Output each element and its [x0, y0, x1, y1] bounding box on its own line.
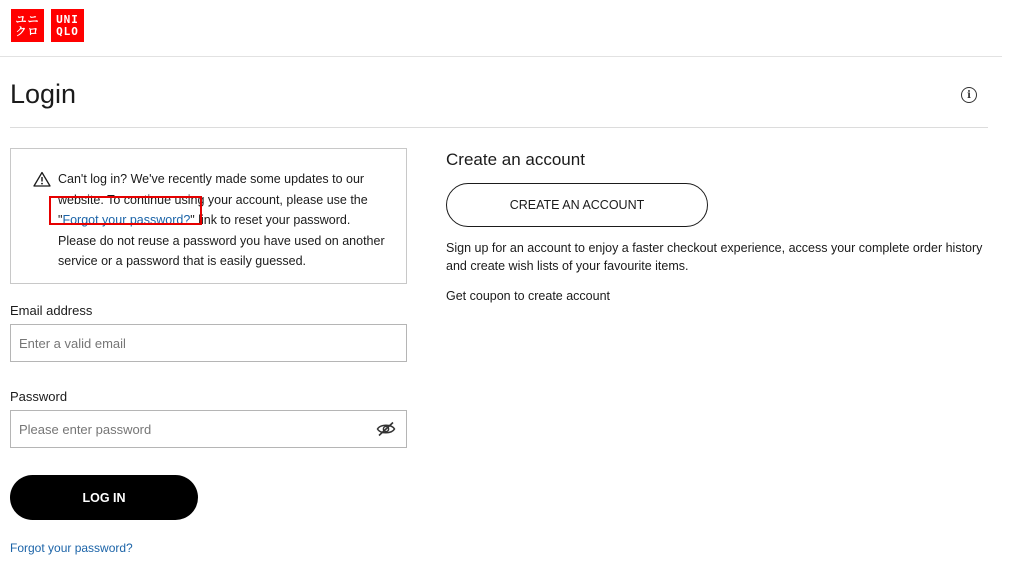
uniqlo-logo[interactable] [11, 9, 84, 42]
forgot-password-link[interactable]: Forgot your password? [10, 541, 133, 555]
site-header [0, 0, 1002, 57]
notice-paragraph-2: Please do not reuse a password you have used on another service or a password that is easily guessed. [58, 233, 385, 268]
logo-katakana-line1: ユニ [15, 12, 40, 26]
warning-triangle-icon [33, 171, 51, 187]
logo-latin-block [51, 9, 84, 42]
eye-slash-icon[interactable] [376, 421, 396, 437]
create-account-heading: Create an account [446, 150, 585, 169]
logo-latin-line1: UNI [56, 12, 79, 26]
password-field-wrapper [10, 410, 407, 448]
email-field-wrapper [10, 324, 407, 362]
password-label: Password [10, 389, 68, 404]
notice-forgot-password-link[interactable]: Forgot your password? [62, 213, 191, 227]
email-field[interactable] [11, 325, 406, 361]
title-divider [10, 127, 988, 128]
login-button[interactable]: LOG IN [10, 475, 198, 520]
page-title: Login [10, 79, 77, 109]
password-field[interactable] [11, 411, 406, 447]
info-circle-icon[interactable]: i [961, 87, 977, 103]
email-label: Email address [10, 303, 93, 318]
notice-suffix: " link to reset your password. [190, 213, 351, 227]
logo-katakana-line2: クロ [15, 24, 40, 38]
create-account-description: Sign up for an account to enjoy a faster checkout experience, access your complete order history and create wish lists of your favourite items. [446, 241, 983, 273]
login-notice-box [10, 148, 407, 284]
notice-text [58, 169, 388, 272]
coupon-text: Get coupon to create account [446, 289, 610, 303]
logo-katakana-block [11, 9, 44, 42]
create-account-button[interactable]: CREATE AN ACCOUNT [446, 183, 708, 227]
notice-paragraph-1 [58, 169, 388, 231]
notice-prefix: Can't log in? We've recently made some updates to our website. To continue using your account, please use the " [58, 172, 368, 227]
logo-latin-line2: QLO [56, 24, 79, 38]
